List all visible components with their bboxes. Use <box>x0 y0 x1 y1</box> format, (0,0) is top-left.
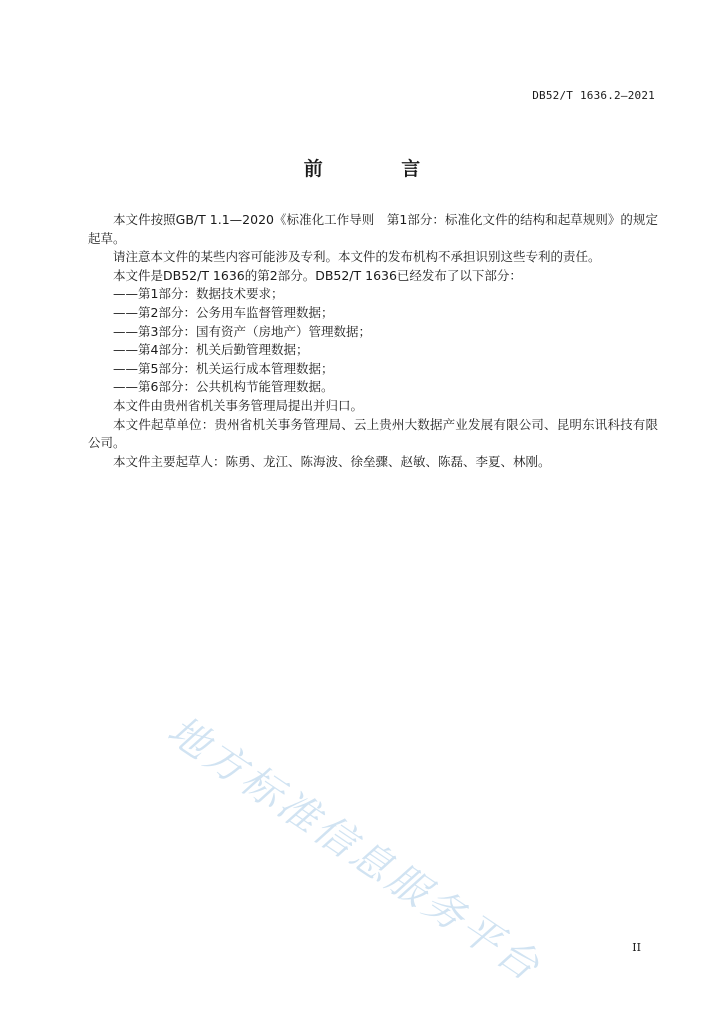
list-item-part-4: ——第4部分：机关后勤管理数据； <box>113 342 309 358</box>
list-item-part-1: ——第1部分：数据技术要求； <box>113 286 284 302</box>
paragraph-drafting-units: 本文件起草单位：贵州省机关事务管理局、云上贵州大数据产业发展有限公司、昆明东讯科技有限公司。 <box>88 416 658 451</box>
paragraph-drafting-rules: 本文件按照GB/T 1.1—2020《标准化工作导则 第1部分：标准化文件的结构和起草规则》的规定起草。 <box>88 212 658 246</box>
paragraph-patent-notice: 请注意本文件的某些内容可能涉及专利。本文件的发布机构不承担识别这些专利的责任。 <box>113 249 601 265</box>
document-code: DB52/T 1636.2—2021 <box>532 89 655 102</box>
paragraph-parts-intro: 本文件是DB52/T 1636的第2部分。DB52/T 1636已经发布了以下部分： <box>113 267 522 283</box>
list-item-part-2: ——第2部分：公务用车监督管理数据； <box>113 304 334 320</box>
page-number: II <box>632 941 641 954</box>
paragraph-proposer: 本文件由贵州省机关事务管理局提出并归口。 <box>113 397 364 413</box>
list-item-part-6: ——第6部分：公共机构节能管理数据。 <box>113 379 334 395</box>
list-item-part-3: ——第3部分：国有资产（房地产）管理数据； <box>113 323 371 339</box>
paragraph-drafters: 本文件主要起草人：陈勇、龙江、陈海波、徐垒骤、赵敏、陈磊、李夏、林刚。 <box>113 453 551 469</box>
foreword-body <box>88 211 658 471</box>
page-title: 前 言 <box>303 158 457 180</box>
watermark-text: 地方标准信息服务平台 <box>159 707 550 992</box>
list-item-part-5: ——第5部分：机关运行成本管理数据； <box>113 360 334 376</box>
